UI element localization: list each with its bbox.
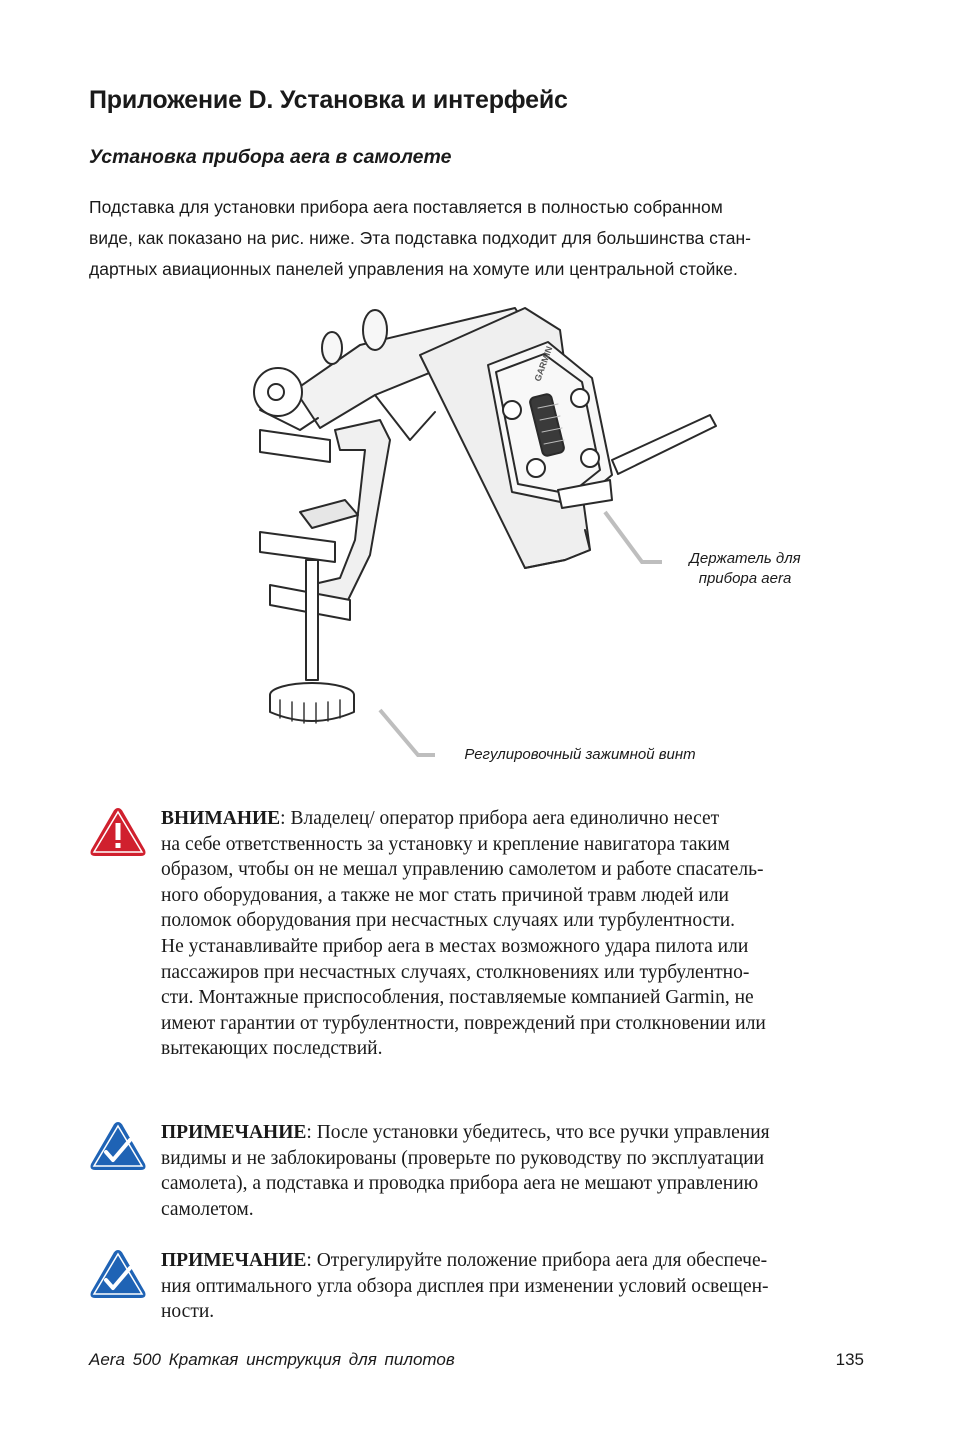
note-check-icon [89, 1248, 147, 1300]
note-lead: ПРИМЕЧАНИЕ [161, 1122, 307, 1143]
holder-label-line: Держатель для [689, 550, 801, 567]
section-title: Установка прибора aera в самолете [89, 146, 452, 168]
note-line: видимы и не заблокированы (проверьте по руководству по эксплуатации [161, 1147, 765, 1169]
warning-line: на себе ответственность за установку и крепление навигатора таким [161, 833, 730, 855]
warning-line: поломок оборудования при несчастных случаях или турбулентности. [161, 910, 736, 932]
warning-triangle-icon [89, 806, 147, 858]
note-first-line: : После установки убедитесь, что все ручки управления [306, 1122, 770, 1143]
warning-line: имеют гарантии от турбулентности, повреждений при столкновении или [161, 1012, 766, 1034]
warning-lead: ВНИМАНИЕ [161, 808, 281, 829]
warning-line: ного оборудования, а также не мог стать причиной травм людей или [161, 884, 729, 906]
garmin-logo: GARMIN [532, 344, 555, 383]
page-number: 135 [835, 1350, 864, 1369]
note-lead: ПРИМЕЧАНИЕ [161, 1250, 307, 1271]
mount-illustration [240, 300, 840, 780]
footer-title: Aera 500 Краткая инструкция для пилотов [89, 1350, 455, 1369]
warning-line: Не устанавливайте прибор aera в местах возможного удара пилота или [161, 935, 749, 957]
intro-line: дартных авиационных панелей управления на хомуте или центральной стойке. [89, 259, 738, 279]
intro-paragraph [89, 192, 879, 285]
note-line: ности. [161, 1301, 215, 1323]
warning-text [161, 806, 881, 1062]
warning-line: вытекающих последствий. [161, 1038, 383, 1060]
note-text [161, 1248, 881, 1325]
warning-line: сти. Монтажные приспособления, поставляемые компанией Garmin, не [161, 987, 754, 1009]
intro-line: Подставка для установки прибора aera поставляется в полностью собранном [89, 197, 723, 217]
warning-first-line: : Владелец/ оператор прибора aera единолично несет [280, 808, 720, 829]
note-first-line: : Отрегулируйте положение прибора aera для обеспече- [306, 1250, 768, 1271]
note-text [161, 1120, 881, 1222]
note-line: самолета), а подставка и проводка прибора aera не мешают управлению [161, 1173, 759, 1195]
mount-figure [240, 300, 840, 780]
note-check-icon [89, 1120, 147, 1172]
warning-line: образом, чтобы он не мешал управлению самолетом и работе спасатель- [161, 859, 764, 881]
holder-label [670, 549, 820, 589]
note-line: самолетом. [161, 1198, 254, 1220]
note-line: ния оптимального угла обзора дисплея при изменении условий освещен- [161, 1275, 769, 1297]
screw-label: Регулировочный зажимной винт [464, 746, 696, 763]
holder-label-line: прибора aera [698, 570, 792, 587]
warning-line: пассажиров при несчастных случаях, столкновениях или турбулентно- [161, 961, 750, 983]
page-title: Приложение D. Установка и интерфейс [89, 86, 568, 114]
intro-line: виде, как показано на рис. ниже. Эта подставка подходит для большинства стан- [89, 228, 751, 248]
